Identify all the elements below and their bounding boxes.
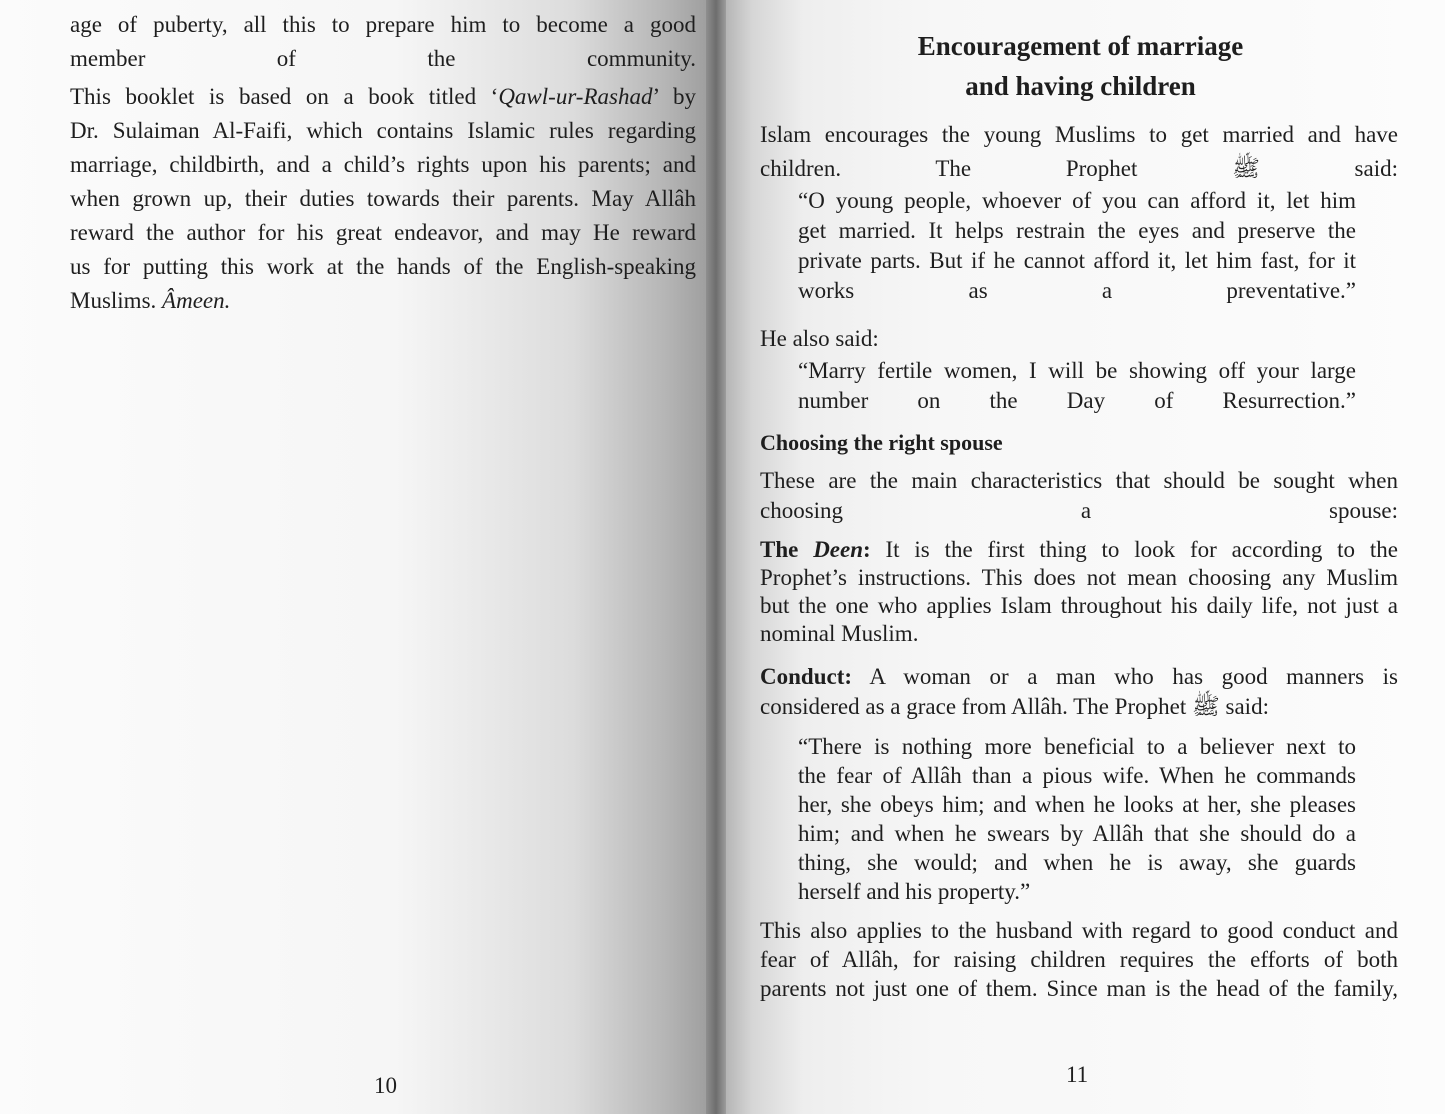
- closing-paragraph: This also applies to the husband with regard to good conduct and fear of Allâh, for raising children requires the efforts of both parents not just one of them. Since man is the head of the family,: [760, 918, 1398, 1001]
- characteristics-paragraph: These are the main characteristics that should be sought when choosing a spouse:: [760, 468, 1398, 523]
- deen-paragraph: The Deen: It is the first thing to look for according to the Prophet’s instructions. This does not mean choosing any Muslim but the one who applies Islam throughout his daily life, not just a nominal Muslim.: [760, 537, 1398, 646]
- right-page: [716, 0, 1445, 1114]
- chapter-title-line-1: Encouragement of marriage: [917, 31, 1244, 61]
- he-also-said: He also said:: [760, 326, 879, 351]
- hadith-quote-3: “There is nothing more beneficial to a believer next to the fear of Allâh than a pious wife. When he commands her, she obeys him; and when he looks at her, she pleases him; and when he swears by Allâh that she should do a thing, she would; and when he is away, she guards herself and his property.”: [798, 734, 1356, 904]
- intro-paragraph: Islam encourages the young Muslims to get married and have children. The Prophet ﷺ said:: [760, 122, 1398, 181]
- left-page: [0, 0, 716, 1114]
- left-paragraph-1: age of puberty, all this to prepare him to become a good member of the community.: [70, 12, 696, 71]
- page-number-right: 11: [1066, 1062, 1089, 1087]
- page-number-left: 10: [374, 1073, 397, 1098]
- book-title: Qawl-ur-Rashad: [498, 84, 653, 109]
- chapter-title-line-2: and having children: [965, 71, 1196, 101]
- hadith-quote-1: “O young people, whoever of you can afford it, let him get married. It helps restrain the eyes and preserve the private parts. But if he cannot afford it, let him fast, for it works as a preventative.”: [798, 188, 1356, 303]
- conduct-paragraph: Conduct: A woman or a man who has good manners is considered as a grace from Allâh. The Prophet ﷺ said:: [760, 664, 1398, 719]
- hadith-quote-2: “Marry fertile women, I will be showing off your large number on the Day of Resurrection.”: [798, 358, 1356, 413]
- book-gutter: [706, 0, 726, 1114]
- left-paragraph-2: This booklet is based on a book titled ‘Qawl-ur-Rashad’ by Dr. Sulaiman Al-Faifi, which contains Islamic rules regarding marriage, childbirth, and a child’s rights upon his parents; and when grown up, their duties towards their parents. May Allâh reward the author for his great endeavor, and may He reward us for putting this work at the hands of the English-speaking Muslims. Âmeen.: [70, 84, 696, 313]
- section-subheading: Choosing the right spouse: [760, 430, 1003, 455]
